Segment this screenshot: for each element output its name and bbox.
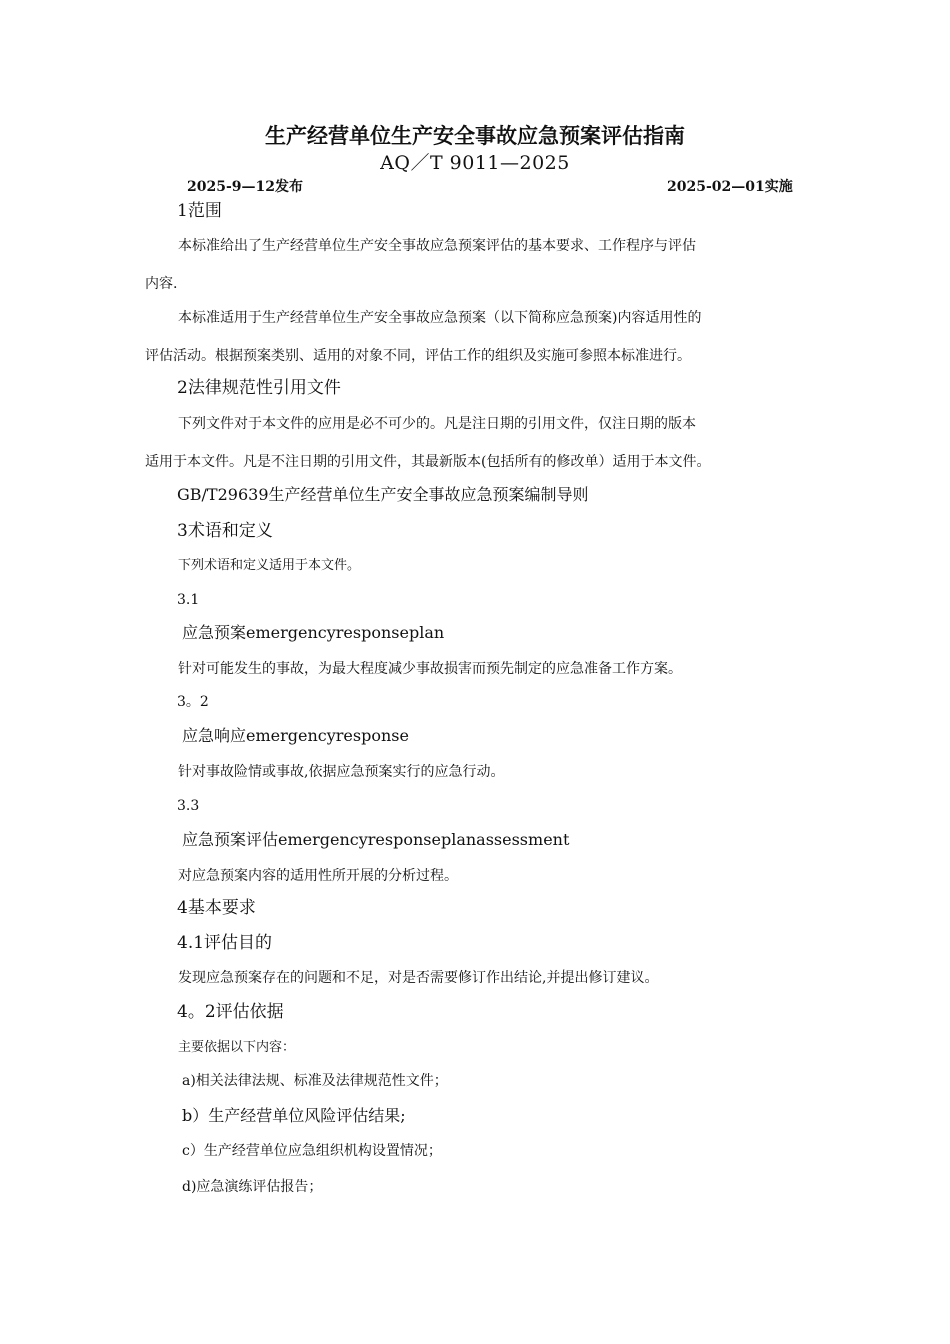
section-3-heading: 3术语和定义 (177, 521, 273, 541)
paragraph-line: 本标准适用于生产经营单位生产安全事故应急预案（以下简称应急预案)内容适用性的 (178, 310, 702, 326)
section-1-heading: 1范围 (177, 201, 222, 221)
paragraph-line: 适用于本文件。凡是不注日期的引用文件，其最新版本(包括所有的修改单）适用于本文件。 (145, 454, 711, 470)
term-title: 应急预案emergencyresponseplan (182, 623, 445, 642)
subsection-heading: 4.1评估目的 (177, 933, 273, 953)
term-number: 3.1 (177, 592, 200, 608)
term-title: 应急预案评估emergencyresponseplanassessment (182, 830, 570, 849)
reference-item: GB/T29639生产经营单位生产安全事故应急预案编制导则 (177, 485, 589, 504)
effective-date: 2025-02—01实施 (667, 179, 793, 195)
paragraph-line: 下列术语和定义适用于本文件。 (178, 558, 361, 573)
document-title: 生产经营单位生产安全事故应急预案评估指南 (265, 123, 685, 148)
publish-date: 2025-9—12发布 (187, 179, 303, 195)
subsection-heading: 4。2评估依据 (177, 1002, 284, 1022)
paragraph-line: 发现应急预案存在的问题和不足，对是否需要修订作出结论,并提出修订建议。 (178, 970, 659, 986)
paragraph-line: 主要依据以下内容： (178, 1040, 296, 1055)
list-item: d)应急演练评估报告； (182, 1179, 323, 1195)
paragraph-line: 本标准给出了生产经营单位生产安全事故应急预案评估的基本要求、工作程序与评估 (178, 238, 696, 254)
list-item: a)相关法律法规、标准及法律规范性文件； (182, 1073, 448, 1089)
list-item: b）生产经营单位风险评估结果; (182, 1106, 406, 1125)
list-item: c）生产经营单位应急组织机构设置情况； (182, 1143, 442, 1159)
term-title: 应急响应emergencyresponse (182, 726, 409, 745)
term-definition: 对应急预案内容的适用性所开展的分析过程。 (178, 868, 458, 884)
paragraph-line: 内容. (145, 276, 178, 292)
section-2-heading: 2法律规范性引用文件 (177, 378, 341, 398)
standard-code: AQ／T 9011—2025 (380, 152, 570, 174)
paragraph-line: 下列文件对于本文件的应用是必不可少的。凡是注日期的引用文件，仅注日期的版本 (178, 416, 696, 432)
section-4-heading: 4基本要求 (177, 898, 256, 918)
term-number: 3.3 (177, 798, 200, 814)
term-definition: 针对事故险情或事故,依据应急预案实行的应急行动。 (178, 764, 505, 780)
paragraph-line: 评估活动。根据预案类别、适用的对象不同，评估工作的组织及实施可参照本标准进行。 (145, 348, 691, 364)
term-number: 3。2 (177, 694, 209, 710)
term-definition: 针对可能发生的事故，为最大程度减少事故损害而预先制定的应急准备工作方案。 (178, 661, 682, 677)
